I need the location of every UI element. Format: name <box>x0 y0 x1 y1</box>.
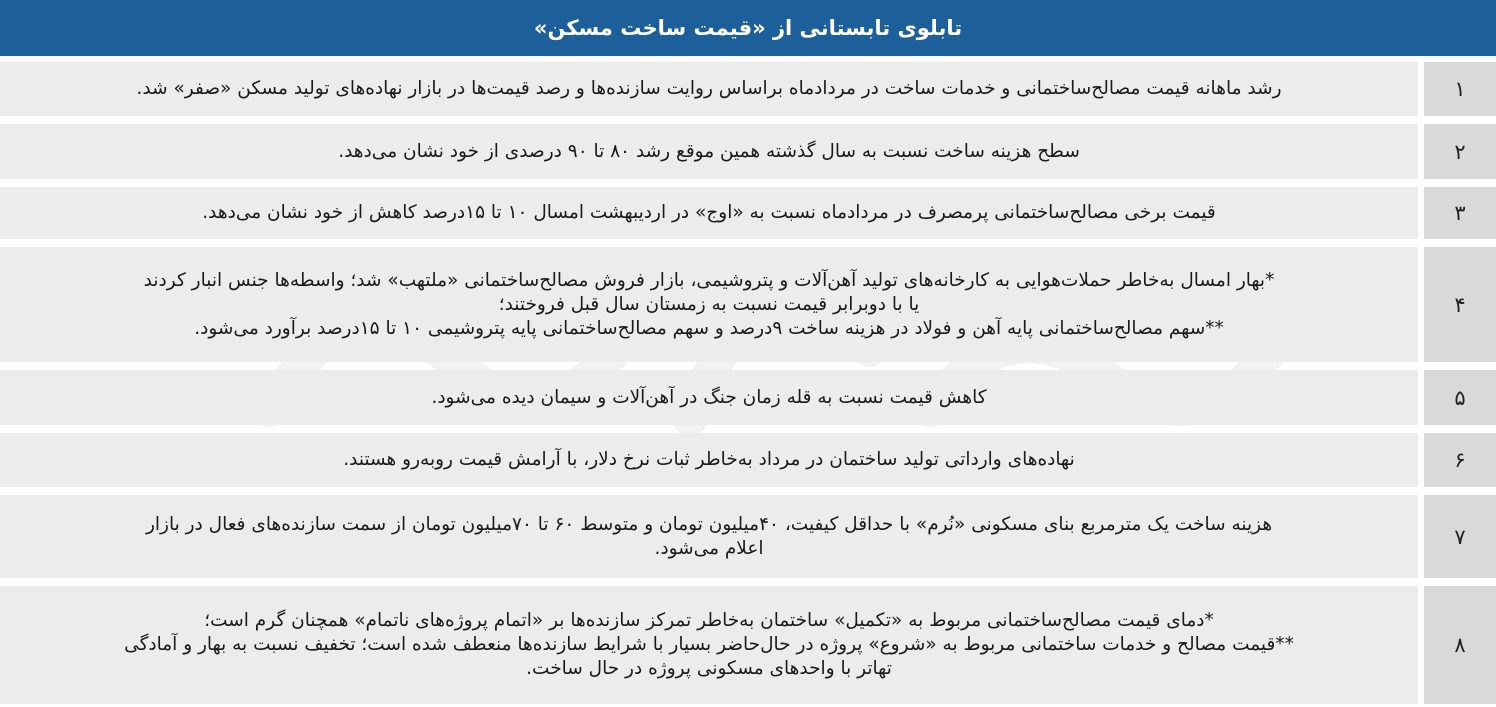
table-row <box>0 586 1496 704</box>
row-text <box>0 370 1418 425</box>
row-text <box>0 495 1418 578</box>
table-row <box>0 247 1496 362</box>
row-text-line: اعلام می‌شود. <box>654 537 764 559</box>
row-text-line: کاهش قیمت نسبت به قله زمان جنگ در آهن‌آلات و سیمان دیده می‌شود. <box>431 386 987 408</box>
table-row <box>0 62 1496 116</box>
row-number: ۸ <box>1424 586 1496 704</box>
table-row <box>0 187 1496 239</box>
row-number: ۵ <box>1424 370 1496 425</box>
row-text-line: نهاده‌های وارداتی تولید ساختمان در مرداد به‌خاطر ثبات نرخ دلار، با آرامش قیمت روبه‌رو هستند. <box>343 449 1075 470</box>
row-text-line: یا با دوبرابر قیمت نسبت به زمستان سال قبل فروختند؛ <box>498 293 920 315</box>
row-text-line: رشد ماهانه قیمت مصالح‌ساختمانی و خدمات ساخت در مردادماه براساس روایت سازنده‌ها و رصد قیمت‌ها در بازار نهاده‌های تولید مسکن «صفر» شد. <box>136 78 1282 99</box>
row-number: ۱ <box>1424 62 1496 116</box>
row-text-line: *دمای قیمت مصالح‌ساختمانی مربوط به «تکمیل» ساختمان به‌خاطر تمرکز سازنده‌ها بر «اتمام پروژه‌های ناتمام» همچنان گرم است؛ <box>204 610 1214 631</box>
table-row <box>0 495 1496 578</box>
row-text <box>0 124 1418 179</box>
row-text <box>0 433 1418 487</box>
row-number: ۳ <box>1424 187 1496 239</box>
row-text <box>0 62 1418 116</box>
table-row <box>0 433 1496 487</box>
row-number: ۶ <box>1424 433 1496 487</box>
table-row <box>0 370 1496 425</box>
row-text-line: تهاتر با واحدهای مسکونی پروژه در حال ساخت. <box>526 658 892 679</box>
row-text-line: **قیمت مصالح و خدمات ساختمانی مربوط به «شروع» پروژه در حال‌حاضر بسیار با شرایط سازنده‌ها منعطف شده است؛ تخفیف نسبت به بهار و آمادگی <box>124 634 1294 655</box>
table-title: تابلوی تابستانی از «قیمت ساخت مسکن» <box>0 0 1496 56</box>
row-number: ۷ <box>1424 495 1496 578</box>
row-text <box>0 187 1418 239</box>
row-text-line: هزینه ساخت یک مترمربع بنای مسکونی «نُرم» با حداقل کیفیت، ۴۰میلیون تومان و متوسط ۶۰ تا ۷۰میلیون تومان از سمت سازنده‌های فعال در بازار <box>145 513 1273 535</box>
table-row <box>0 124 1496 179</box>
row-text-line: **سهم مصالح‌ساختمانی پایه آهن و فولاد در هزینه ساخت ۹درصد و سهم مصالح‌ساختمانی پایه پتروشیمی ۱۰ تا ۱۵درصد برآورد می‌شود. <box>194 317 1224 339</box>
row-text-line: سطح هزینه ساخت نسبت به سال گذشته همین موقع رشد ۸۰ تا ۹۰ درصدی از خود نشان می‌دهد. <box>338 140 1080 162</box>
row-text <box>0 586 1418 704</box>
row-text-line: قیمت برخی مصالح‌ساختمانی پرمصرف در مردادماه نسبت به «اوج» در اردیبهشت امسال ۱۰ تا ۱۵درصد کاهش از خود نشان می‌دهد. <box>202 202 1216 223</box>
row-text <box>0 247 1418 362</box>
row-text-line: *بهار امسال به‌خاطر حملات‌هوایی به کارخانه‌های تولید آهن‌آلات و پتروشیمی، بازار فروش مصالح‌ساختمانی «ملتهب» شد؛ واسطه‌ها جنس انبار کردند <box>143 269 1275 291</box>
row-number: ۲ <box>1424 124 1496 179</box>
row-number: ۴ <box>1424 247 1496 362</box>
